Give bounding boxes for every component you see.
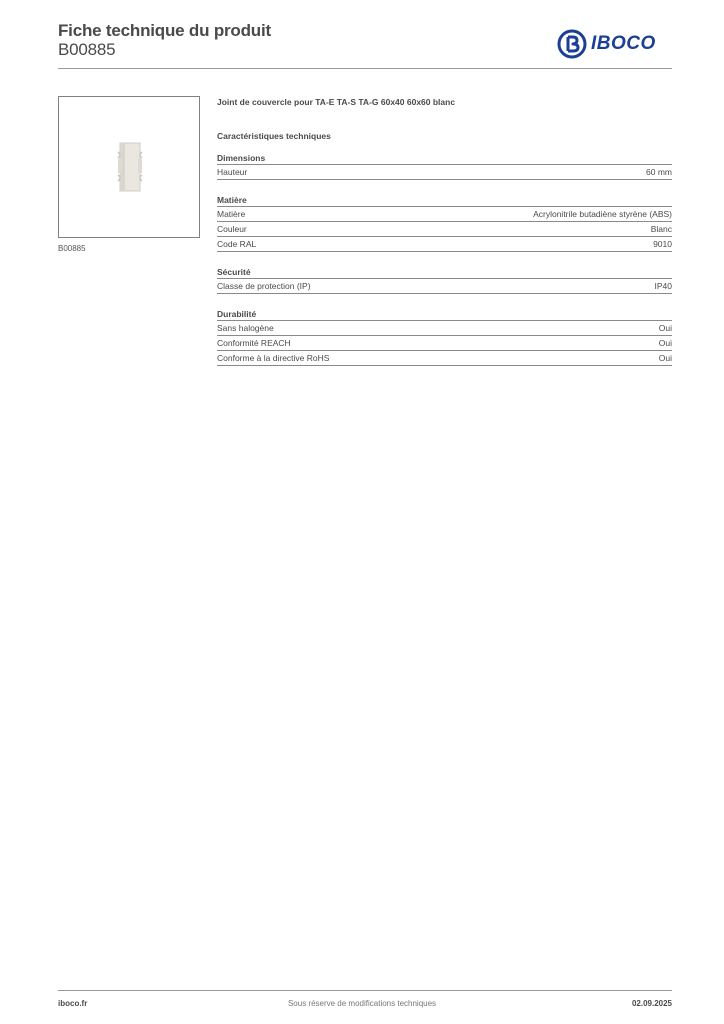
product-title: Joint de couvercle pour TA-E TA-S TA-G 60x40 60x60 blanc [217, 97, 456, 107]
spec-value: Oui [658, 353, 672, 363]
product-code: B00885 [58, 40, 116, 59]
group-title-durabilite: Durabilité [217, 308, 672, 321]
brand-logo [557, 29, 675, 59]
group-title-matiere: Matière [217, 194, 672, 207]
spec-value: Oui [658, 323, 672, 333]
header-divider [58, 68, 672, 69]
footer-notice: Sous réserve de modifications techniques [287, 999, 437, 1008]
spec-label: Couleur [217, 224, 247, 234]
spec-value: Acrylonitrile butadiène styrène (ABS) [533, 209, 672, 219]
spec-row [217, 351, 672, 366]
spec-value: Oui [658, 338, 672, 348]
spec-label: Conformité REACH [217, 338, 291, 348]
spec-row [217, 222, 672, 237]
spec-row [217, 336, 672, 351]
spec-label: Code RAL [217, 239, 257, 249]
footer-website-link[interactable]: iboco.fr [58, 999, 88, 1008]
spec-label: Conforme à la directive RoHS [217, 353, 330, 363]
group-title-securite: Sécurité [217, 266, 672, 279]
spec-label: Classe de protection (IP) [217, 281, 311, 291]
group-title-dimensions: Dimensions [217, 152, 672, 165]
spec-value: IP40 [654, 281, 672, 291]
logo-wordmark: IBOCO [591, 33, 656, 54]
spec-heading: Caractéristiques techniques [217, 131, 331, 141]
image-caption: B00885 [58, 244, 86, 253]
spec-value: 60 mm [646, 167, 672, 177]
spec-label: Hauteur [217, 167, 248, 177]
spec-row [217, 321, 672, 336]
spec-label: Sans halogène [217, 323, 274, 333]
spec-row [217, 165, 672, 180]
spec-label: Matière [217, 209, 246, 219]
footer-date: 02.09.2025 [631, 999, 672, 1008]
spec-row [217, 207, 672, 222]
spec-row [217, 279, 672, 294]
spec-value: 9010 [653, 239, 672, 249]
footer-divider [58, 990, 672, 991]
page-title: Fiche technique du produit [58, 21, 271, 40]
product-photo-icon [59, 97, 199, 237]
product-image [58, 96, 200, 238]
spec-content [217, 96, 672, 366]
spec-value: Blanc [650, 224, 672, 234]
iboco-logo-icon [557, 29, 587, 59]
spec-row [217, 237, 672, 252]
